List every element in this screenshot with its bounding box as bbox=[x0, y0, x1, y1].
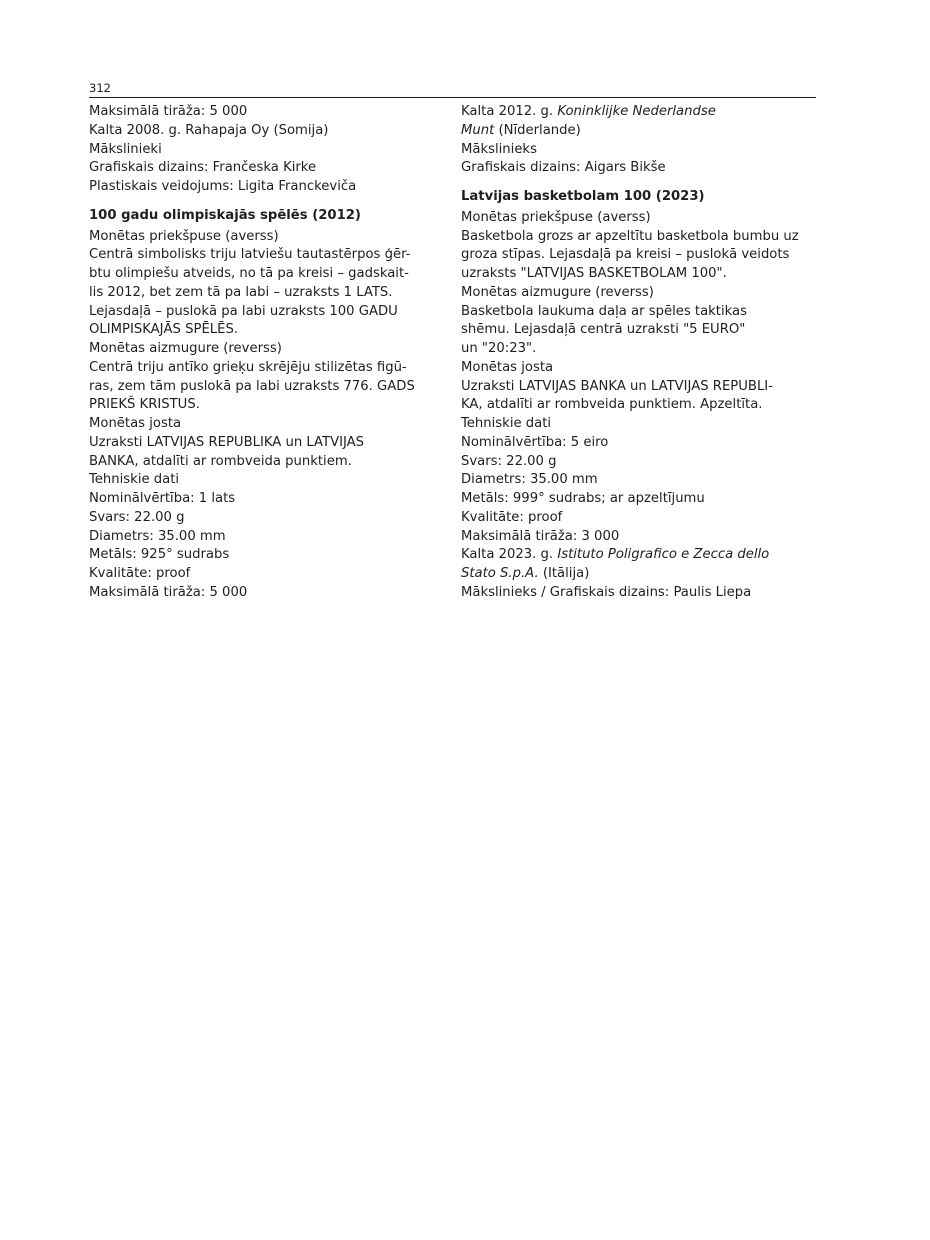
text-line: Basketbola laukuma daļa ar spēles taktikas bbox=[461, 303, 747, 319]
text-line bbox=[461, 103, 811, 122]
text-line: Centrā triju antīko grieķu skrējēju stilizētas figū- bbox=[89, 359, 407, 375]
text-line: Metāls: 999° sudrabs; ar apzeltījumu bbox=[461, 491, 705, 506]
text-line: ras, zem tām puslokā pa labi uzraksts 776. GADS bbox=[89, 378, 415, 394]
text-line: BANKA, atdalīti ar rombveida punktiem. bbox=[89, 453, 352, 469]
text-line: Monētas priekšpuse (averss) bbox=[461, 209, 651, 225]
text-line: btu olimpiešu atveids, no tā pa kreisi – gadskait- bbox=[89, 266, 409, 281]
text-line: Uzraksti LATVIJAS REPUBLIKA un LATVIJAS bbox=[89, 434, 365, 450]
text-line: Centrā simbolisks triju latviešu tautastērpos ģēr- bbox=[89, 247, 411, 263]
text-fragment: (Nīderlande) bbox=[494, 122, 581, 138]
italic-name: Munt bbox=[461, 122, 495, 138]
text-line: Monētas josta bbox=[461, 359, 554, 375]
text-line: lis 2012, bet zem tā pa labi – uzraksts 1 LATS. bbox=[89, 284, 393, 300]
page-number: 312 bbox=[89, 81, 111, 95]
text-line: Mākslinieks bbox=[461, 141, 537, 157]
left-column bbox=[89, 103, 439, 603]
italic-name: Istituto Poligrafico e Zecca dello bbox=[557, 547, 770, 563]
text-line: Monētas josta bbox=[89, 416, 182, 431]
section-heading: 100 gadu olimpiskajās spēlēs (2012) bbox=[89, 207, 361, 223]
text-line: Monētas aizmugure (reverss) bbox=[89, 341, 282, 356]
text-line: Kalta 2008. g. Rahapaja Oy (Somija) bbox=[89, 122, 329, 138]
text-line bbox=[461, 565, 811, 584]
text-line: OLIMPISKAJĀS SPĒLĒS. bbox=[89, 322, 239, 338]
text-line: Monētas priekšpuse (averss) bbox=[89, 228, 279, 244]
text-line: Monētas aizmugure (reverss) bbox=[461, 284, 654, 300]
text-line: uzraksts "LATVIJAS BASKETBOLAM 100". bbox=[461, 266, 727, 281]
text-line: KA, atdalīti ar rombveida punktiem. Apzeltīta. bbox=[461, 397, 763, 413]
text-line: Maksimālā tirāža: 5 000 bbox=[89, 104, 248, 119]
text-fragment: Kalta 2012. g. bbox=[461, 104, 558, 119]
text-line: Nominālvērtība: 5 eiro bbox=[461, 434, 609, 450]
text-line: Tehniskie dati bbox=[89, 472, 180, 488]
text-line: Grafiskais dizains: Frančeska Kirke bbox=[89, 160, 317, 176]
text-line: Maksimālā tirāža: 5 000 bbox=[89, 584, 248, 600]
section-heading: Latvijas basketbolam 100 (2023) bbox=[461, 189, 705, 204]
text-line: Svars: 22.00 g bbox=[89, 509, 185, 525]
text-line: Grafiskais dizains: Aigars Bikše bbox=[461, 160, 666, 176]
header-rule bbox=[89, 97, 816, 98]
text-line: Kvalitāte: proof bbox=[89, 566, 191, 581]
italic-name: Stato S.p.A. bbox=[461, 566, 539, 581]
text-line: groza stīpas. Lejasdaļā pa kreisi – puslokā veidots bbox=[461, 247, 790, 263]
text-line: Kvalitāte: proof bbox=[461, 509, 563, 525]
text-line: Nominālvērtība: 1 lats bbox=[89, 491, 236, 506]
text-fragment: Kalta 2023. g. bbox=[461, 547, 558, 563]
text-line: Lejasdaļā – puslokā pa labi uzraksts 100 GADU bbox=[89, 303, 398, 319]
text-line bbox=[461, 546, 811, 565]
text-line: Basketbola grozs ar apzeltītu basketbola bumbu uz bbox=[461, 228, 799, 244]
text-line: Mākslinieks / Grafiskais dizains: Paulis Liepa bbox=[461, 584, 752, 600]
text-line: shēmu. Lejasdaļā centrā uzraksti "5 EURO" bbox=[461, 322, 746, 338]
text-line: Diametrs: 35.00 mm bbox=[461, 472, 598, 488]
text-line bbox=[461, 122, 811, 141]
text-line: un "20:23". bbox=[461, 341, 537, 356]
text-fragment: (Itālija) bbox=[538, 566, 590, 581]
text-line: Metāls: 925° sudrabs bbox=[89, 547, 230, 563]
text-line: PRIEKŠ KRISTUS. bbox=[89, 397, 200, 413]
text-line: Diametrs: 35.00 mm bbox=[89, 528, 226, 544]
text-line: Plastiskais veidojums: Ligita Franckeviča bbox=[89, 179, 357, 194]
text-line: Svars: 22.00 g bbox=[461, 453, 557, 469]
text-line: Maksimālā tirāža: 3 000 bbox=[461, 528, 620, 544]
text-line: Mākslinieki bbox=[89, 141, 162, 157]
text-line: Tehniskie dati bbox=[461, 416, 552, 431]
right-column bbox=[461, 103, 811, 603]
text-line: Uzraksti LATVIJAS BANKA un LATVIJAS REPUBLI- bbox=[461, 378, 773, 394]
italic-name: Koninklijke Nederlandse bbox=[557, 104, 716, 119]
